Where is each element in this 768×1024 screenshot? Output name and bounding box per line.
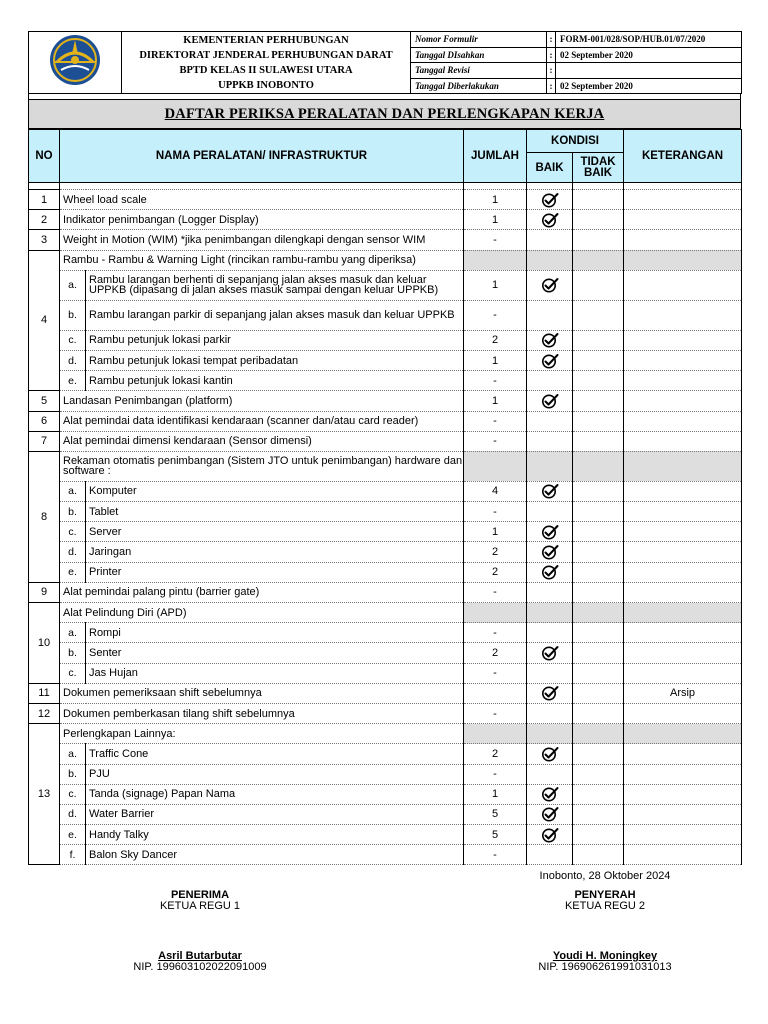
item-qty: 1 (464, 190, 527, 210)
sub-item-name: PJU (86, 764, 464, 784)
row-number: 2 (29, 210, 60, 230)
item-name: Indikator penimbangan (Logger Display) (60, 210, 464, 230)
check-circle-icon (541, 194, 559, 206)
table-row (29, 190, 742, 210)
item-name: Dokumen pemberkasan tilang shift sebelumnya (60, 703, 464, 723)
check-circle-icon (541, 808, 559, 820)
condition-tidak-baik-cell (573, 542, 624, 562)
table-sub-row (29, 845, 742, 865)
sub-item-keterangan (624, 522, 742, 542)
sub-item-keterangan (624, 270, 742, 300)
item-keterangan (624, 582, 742, 602)
document-title-text: DAFTAR PERIKSA PERALATAN DAN PERLENGKAPAN KERJA (164, 105, 605, 122)
table-sub-row (29, 330, 742, 350)
document-title (28, 99, 741, 129)
condition-tidak-baik-cell (573, 481, 624, 501)
table-row-group-head (29, 451, 742, 481)
sub-item-qty: 5 (464, 804, 527, 824)
sub-item-name: Komputer (86, 481, 464, 501)
condition-tidak-baik-cell (573, 431, 624, 451)
table-row (29, 683, 742, 703)
condition-tidak-baik-cell (573, 663, 624, 683)
table-sub-row (29, 522, 742, 542)
sender-name: Youdi H. Moningkey (552, 950, 658, 962)
condition-tidak-baik-cell (573, 190, 624, 210)
sub-item-qty: - (464, 502, 527, 522)
table-sub-row (29, 663, 742, 683)
condition-tidak-baik-cell (573, 230, 624, 250)
sub-letter: b. (60, 643, 86, 663)
row-number: 10 (29, 603, 60, 684)
condition-baik-cell (527, 270, 573, 300)
field-value-nomor: FORM-001/028/SOP/HUB.01/07/2020 (556, 32, 742, 48)
sub-letter: b. (60, 502, 86, 522)
sub-item-keterangan (624, 825, 742, 845)
field-value-revisi (556, 63, 742, 79)
field-value-diberlakukan: 02 September 2020 (556, 78, 742, 94)
item-keterangan (624, 411, 742, 431)
condition-baik-cell (527, 623, 573, 643)
condition-tidak-baik-cell (573, 391, 624, 411)
sub-item-qty: 5 (464, 825, 527, 845)
check-circle-icon (541, 546, 559, 558)
sub-item-name: Printer (86, 562, 464, 582)
condition-baik-cell (527, 663, 573, 683)
condition-tidak-baik-cell (573, 270, 624, 300)
receiver-title: KETUA REGU 1 (159, 900, 241, 912)
sub-item-name: Rambu petunjuk lokasi tempat peribadatan (86, 350, 464, 370)
sub-item-qty: 2 (464, 330, 527, 350)
sub-item-qty: 2 (464, 562, 527, 582)
check-circle-icon (541, 395, 559, 407)
condition-tidak-baik-cell (573, 330, 624, 350)
condition-tidak-baik-cell (573, 764, 624, 784)
item-keterangan: Arsip (624, 683, 742, 703)
condition-baik-cell (527, 371, 573, 391)
item-name: Wheel load scale (60, 190, 464, 210)
item-name: Dokumen pemeriksaan shift sebelumnya (60, 683, 464, 703)
table-sub-row (29, 542, 742, 562)
condition-baik-cell (527, 784, 573, 804)
row-number: 4 (29, 250, 60, 391)
sub-item-keterangan (624, 623, 742, 643)
field-label-revisi: Tanggal Revisi (411, 63, 547, 79)
sub-item-keterangan (624, 562, 742, 582)
condition-tidak-baik-cell (573, 210, 624, 230)
row-number: 5 (29, 391, 60, 411)
sub-item-qty: 4 (464, 481, 527, 501)
sub-item-keterangan (624, 350, 742, 370)
checklist-body (29, 183, 742, 865)
condition-tidak-baik-cell (573, 825, 624, 845)
row-number: 1 (29, 190, 60, 210)
check-circle-icon (541, 647, 559, 659)
check-circle-icon (541, 788, 559, 800)
sub-item-keterangan (624, 502, 742, 522)
table-sub-row (29, 623, 742, 643)
condition-tidak-baik-cell (573, 522, 624, 542)
item-keterangan (624, 391, 742, 411)
group-name: Rekaman otomatis penimbangan (Sistem JTO untuk penimbangan) hardware dan software : (60, 451, 464, 481)
check-circle-icon (541, 485, 559, 497)
item-qty: - (464, 703, 527, 723)
table-row-group-head (29, 250, 742, 270)
col-header-no: NO (29, 130, 60, 183)
table-row-group-head (29, 603, 742, 623)
sub-item-qty: 2 (464, 542, 527, 562)
condition-baik-cell (527, 804, 573, 824)
sub-item-keterangan (624, 663, 742, 683)
sub-item-name: Tanda (signage) Papan Nama (86, 784, 464, 804)
condition-baik-cell (527, 431, 573, 451)
sub-item-keterangan (624, 845, 742, 865)
sub-letter: b. (60, 300, 86, 330)
table-sub-row (29, 300, 742, 330)
condition-tidak-baik-cell (573, 845, 624, 865)
condition-baik-cell (527, 230, 573, 250)
col-header-kondisi: KONDISI (527, 130, 624, 153)
sub-letter: a. (60, 623, 86, 643)
condition-baik-cell (527, 582, 573, 602)
table-sub-row (29, 371, 742, 391)
condition-baik-cell (527, 764, 573, 784)
condition-tidak-baik-cell (573, 411, 624, 431)
sub-item-qty: - (464, 300, 527, 330)
table-row (29, 230, 742, 250)
table-row (29, 391, 742, 411)
condition-baik-cell (527, 744, 573, 764)
receiver-role: PENERIMA (170, 889, 230, 901)
sub-letter: a. (60, 270, 86, 300)
sub-item-keterangan (624, 371, 742, 391)
col-header-keterangan: KETERANGAN (624, 130, 742, 183)
item-name: Landasan Penimbangan (platform) (60, 391, 464, 411)
condition-baik-cell (527, 562, 573, 582)
check-circle-icon (541, 334, 559, 346)
check-circle-icon (541, 748, 559, 760)
condition-baik-cell (527, 350, 573, 370)
sub-item-qty: 2 (464, 744, 527, 764)
item-keterangan (624, 703, 742, 723)
row-number: 8 (29, 451, 60, 582)
condition-tidak-baik-cell (573, 623, 624, 643)
sub-item-name: Jas Hujan (86, 663, 464, 683)
condition-tidak-baik-cell (573, 502, 624, 522)
table-sub-row (29, 270, 742, 300)
condition-baik-cell (527, 481, 573, 501)
sub-item-keterangan (624, 784, 742, 804)
sub-letter: b. (60, 764, 86, 784)
condition-tidak-baik-cell (573, 643, 624, 663)
sub-item-qty: - (464, 623, 527, 643)
sub-item-name: Rompi (86, 623, 464, 643)
condition-tidak-baik-cell (573, 683, 624, 703)
sub-letter: d. (60, 350, 86, 370)
row-number: 13 (29, 724, 60, 865)
sub-letter: e. (60, 371, 86, 391)
table-sub-row (29, 562, 742, 582)
sub-letter: e. (60, 562, 86, 582)
sub-letter: d. (60, 804, 86, 824)
row-number: 6 (29, 411, 60, 431)
group-name: Alat Pelindung Diri (APD) (60, 603, 464, 623)
sub-item-name: Tablet (86, 502, 464, 522)
row-number: 12 (29, 703, 60, 723)
item-keterangan (624, 190, 742, 210)
field-label-disahkan: Tanggal DIsahkan (411, 47, 547, 63)
table-row (29, 431, 742, 451)
sub-item-qty: 1 (464, 522, 527, 542)
table-sub-row (29, 764, 742, 784)
org-line-3: BPTD KELAS II SULAWESI UTARA (179, 64, 353, 76)
row-number: 9 (29, 582, 60, 602)
table-sub-row (29, 481, 742, 501)
item-name: Weight in Motion (WIM) *jika penimbangan dilengkapi dengan sensor WIM (60, 230, 464, 250)
sub-letter: c. (60, 663, 86, 683)
check-circle-icon (541, 279, 559, 291)
condition-baik-cell (527, 542, 573, 562)
table-sub-row (29, 825, 742, 845)
item-name: Alat pemindai data identifikasi kendaraan (scanner dan/atau card reader) (60, 411, 464, 431)
condition-tidak-baik-cell (573, 300, 624, 330)
sub-item-name: Rambu petunjuk lokasi parkir (86, 330, 464, 350)
sub-item-keterangan (624, 643, 742, 663)
org-line-2: DIREKTORAT JENDERAL PERHUBUNGAN DARAT (139, 49, 393, 61)
table-sub-row (29, 643, 742, 663)
condition-baik-cell (527, 210, 573, 230)
sub-item-keterangan (624, 804, 742, 824)
org-line-4: UPPKB INOBONTO (218, 79, 314, 91)
condition-baik-cell (527, 683, 573, 703)
sub-item-name: Handy Talky (86, 825, 464, 845)
condition-baik-cell (527, 825, 573, 845)
sub-item-name: Rambu petunjuk lokasi kantin (86, 371, 464, 391)
condition-tidak-baik-cell (573, 582, 624, 602)
sub-item-name: Traffic Cone (86, 744, 464, 764)
sender-title: KETUA REGU 2 (564, 900, 646, 912)
item-name: Alat pemindai palang pintu (barrier gate) (60, 582, 464, 602)
sub-letter: c. (60, 784, 86, 804)
checklist-table (28, 129, 742, 865)
col-header-baik: BAIK (527, 153, 573, 183)
sub-letter: e. (60, 825, 86, 845)
check-circle-icon (541, 687, 559, 699)
sub-item-qty: - (464, 764, 527, 784)
sub-letter: c. (60, 522, 86, 542)
item-qty: - (464, 582, 527, 602)
table-row (29, 703, 742, 723)
table-row (29, 210, 742, 230)
sub-item-name: Rambu larangan berhenti di sepanjang jalan akses masuk dan keluar UPPKB (dipasang di jalan akses masuk sampai dengan keluar UPPKB) (86, 270, 464, 300)
item-qty: - (464, 431, 527, 451)
table-row (29, 411, 742, 431)
table-row (29, 582, 742, 602)
row-number: 11 (29, 683, 60, 703)
condition-tidak-baik-cell (573, 562, 624, 582)
row-number: 3 (29, 230, 60, 250)
item-qty: 1 (464, 210, 527, 230)
table-sub-row (29, 502, 742, 522)
form-sheet (28, 31, 741, 875)
sub-item-qty: - (464, 371, 527, 391)
table-sub-row (29, 744, 742, 764)
receiver-name: Asril Butarbutar (158, 950, 242, 962)
table-sub-row (29, 784, 742, 804)
item-keterangan (624, 230, 742, 250)
item-qty: - (464, 230, 527, 250)
col-header-jumlah: JUMLAH (464, 130, 527, 183)
condition-baik-cell (527, 411, 573, 431)
sub-item-keterangan (624, 300, 742, 330)
sub-letter: a. (60, 744, 86, 764)
item-qty: 1 (464, 391, 527, 411)
table-sub-row (29, 804, 742, 824)
condition-tidak-baik-cell (573, 371, 624, 391)
sub-item-keterangan (624, 481, 742, 501)
check-circle-icon (541, 214, 559, 226)
item-keterangan (624, 431, 742, 451)
check-circle-icon (541, 829, 559, 841)
receiver-nip: NIP. 199603102022091009 (133, 961, 267, 973)
condition-tidak-baik-cell (573, 784, 624, 804)
col-header-nama: NAMA PERALATAN/ INFRASTRUKTUR (60, 130, 464, 183)
table-row-group-head (29, 724, 742, 744)
check-circle-icon (541, 566, 559, 578)
form-header: KEMENTERIAN PERHUBUNGAN DIREKTORAT JENDERAL PERHUBUNGAN DARAT BPTD KELAS II SULAWESI UTARA UPPKB INOBONTO Nomor Formulir : FORM-001/028/SOP/HUB.01/07/2020 Tanggal DIsahkan : 02 September 2020 Tanggal Revisi : Tanggal Diberlakukan : 02 September 2020 (28, 31, 742, 94)
sub-letter: d. (60, 542, 86, 562)
item-keterangan (624, 210, 742, 230)
condition-baik-cell (527, 502, 573, 522)
condition-baik-cell (527, 190, 573, 210)
field-label-nomor: Nomor Formulir (411, 32, 547, 48)
condition-baik-cell (527, 703, 573, 723)
check-circle-icon (541, 526, 559, 538)
sub-letter: c. (60, 330, 86, 350)
group-name: Perlengkapan Lainnya: (60, 724, 464, 744)
sub-item-name: Water Barrier (86, 804, 464, 824)
sub-item-name: Rambu larangan parkir di sepanjang jalan akses masuk dan keluar UPPKB (86, 300, 464, 330)
sub-item-keterangan (624, 330, 742, 350)
sender-role: PENYERAH (574, 889, 636, 901)
sub-letter: a. (60, 481, 86, 501)
item-qty: - (464, 411, 527, 431)
field-label-diberlakukan: Tanggal Diberlakukan (411, 78, 547, 94)
sub-item-qty: 2 (464, 643, 527, 663)
sub-item-name: Senter (86, 643, 464, 663)
condition-baik-cell (527, 522, 573, 542)
sub-item-keterangan (624, 744, 742, 764)
org-line-1: KEMENTERIAN PERHUBUNGAN (183, 34, 349, 46)
col-header-tidak-baik: TIDAK BAIK (573, 153, 624, 183)
place-date: Inobonto, 28 Oktober 2024 (539, 870, 671, 882)
sub-item-name: Jaringan (86, 542, 464, 562)
sub-item-qty: 1 (464, 350, 527, 370)
sub-item-qty: 1 (464, 784, 527, 804)
item-qty (464, 683, 527, 703)
item-name: Alat pemindai dimensi kendaraan (Sensor dimensi) (60, 431, 464, 451)
group-name: Rambu - Rambu & Warning Light (rincikan rambu-rambu yang diperiksa) (60, 250, 464, 270)
field-value-disahkan: 02 September 2020 (556, 47, 742, 63)
condition-tidak-baik-cell (573, 703, 624, 723)
sub-item-qty: 1 (464, 270, 527, 300)
condition-baik-cell (527, 391, 573, 411)
condition-baik-cell (527, 643, 573, 663)
logo-cell (29, 32, 122, 94)
condition-tidak-baik-cell (573, 350, 624, 370)
condition-tidak-baik-cell (573, 804, 624, 824)
sub-item-name: Balon Sky Dancer (86, 845, 464, 865)
organization-block (122, 32, 411, 94)
condition-baik-cell (527, 845, 573, 865)
kemenhub-logo (47, 32, 103, 88)
sub-item-name: Server (86, 522, 464, 542)
sub-letter: f. (60, 845, 86, 865)
condition-baik-cell (527, 330, 573, 350)
sender-nip: NIP. 196906261991031013 (538, 961, 672, 973)
table-sub-row (29, 350, 742, 370)
sub-item-qty: - (464, 663, 527, 683)
condition-tidak-baik-cell (573, 744, 624, 764)
condition-baik-cell (527, 300, 573, 330)
sub-item-qty: - (464, 845, 527, 865)
check-circle-icon (541, 354, 559, 366)
sub-item-keterangan (624, 764, 742, 784)
row-number: 7 (29, 431, 60, 451)
sub-item-keterangan (624, 542, 742, 562)
